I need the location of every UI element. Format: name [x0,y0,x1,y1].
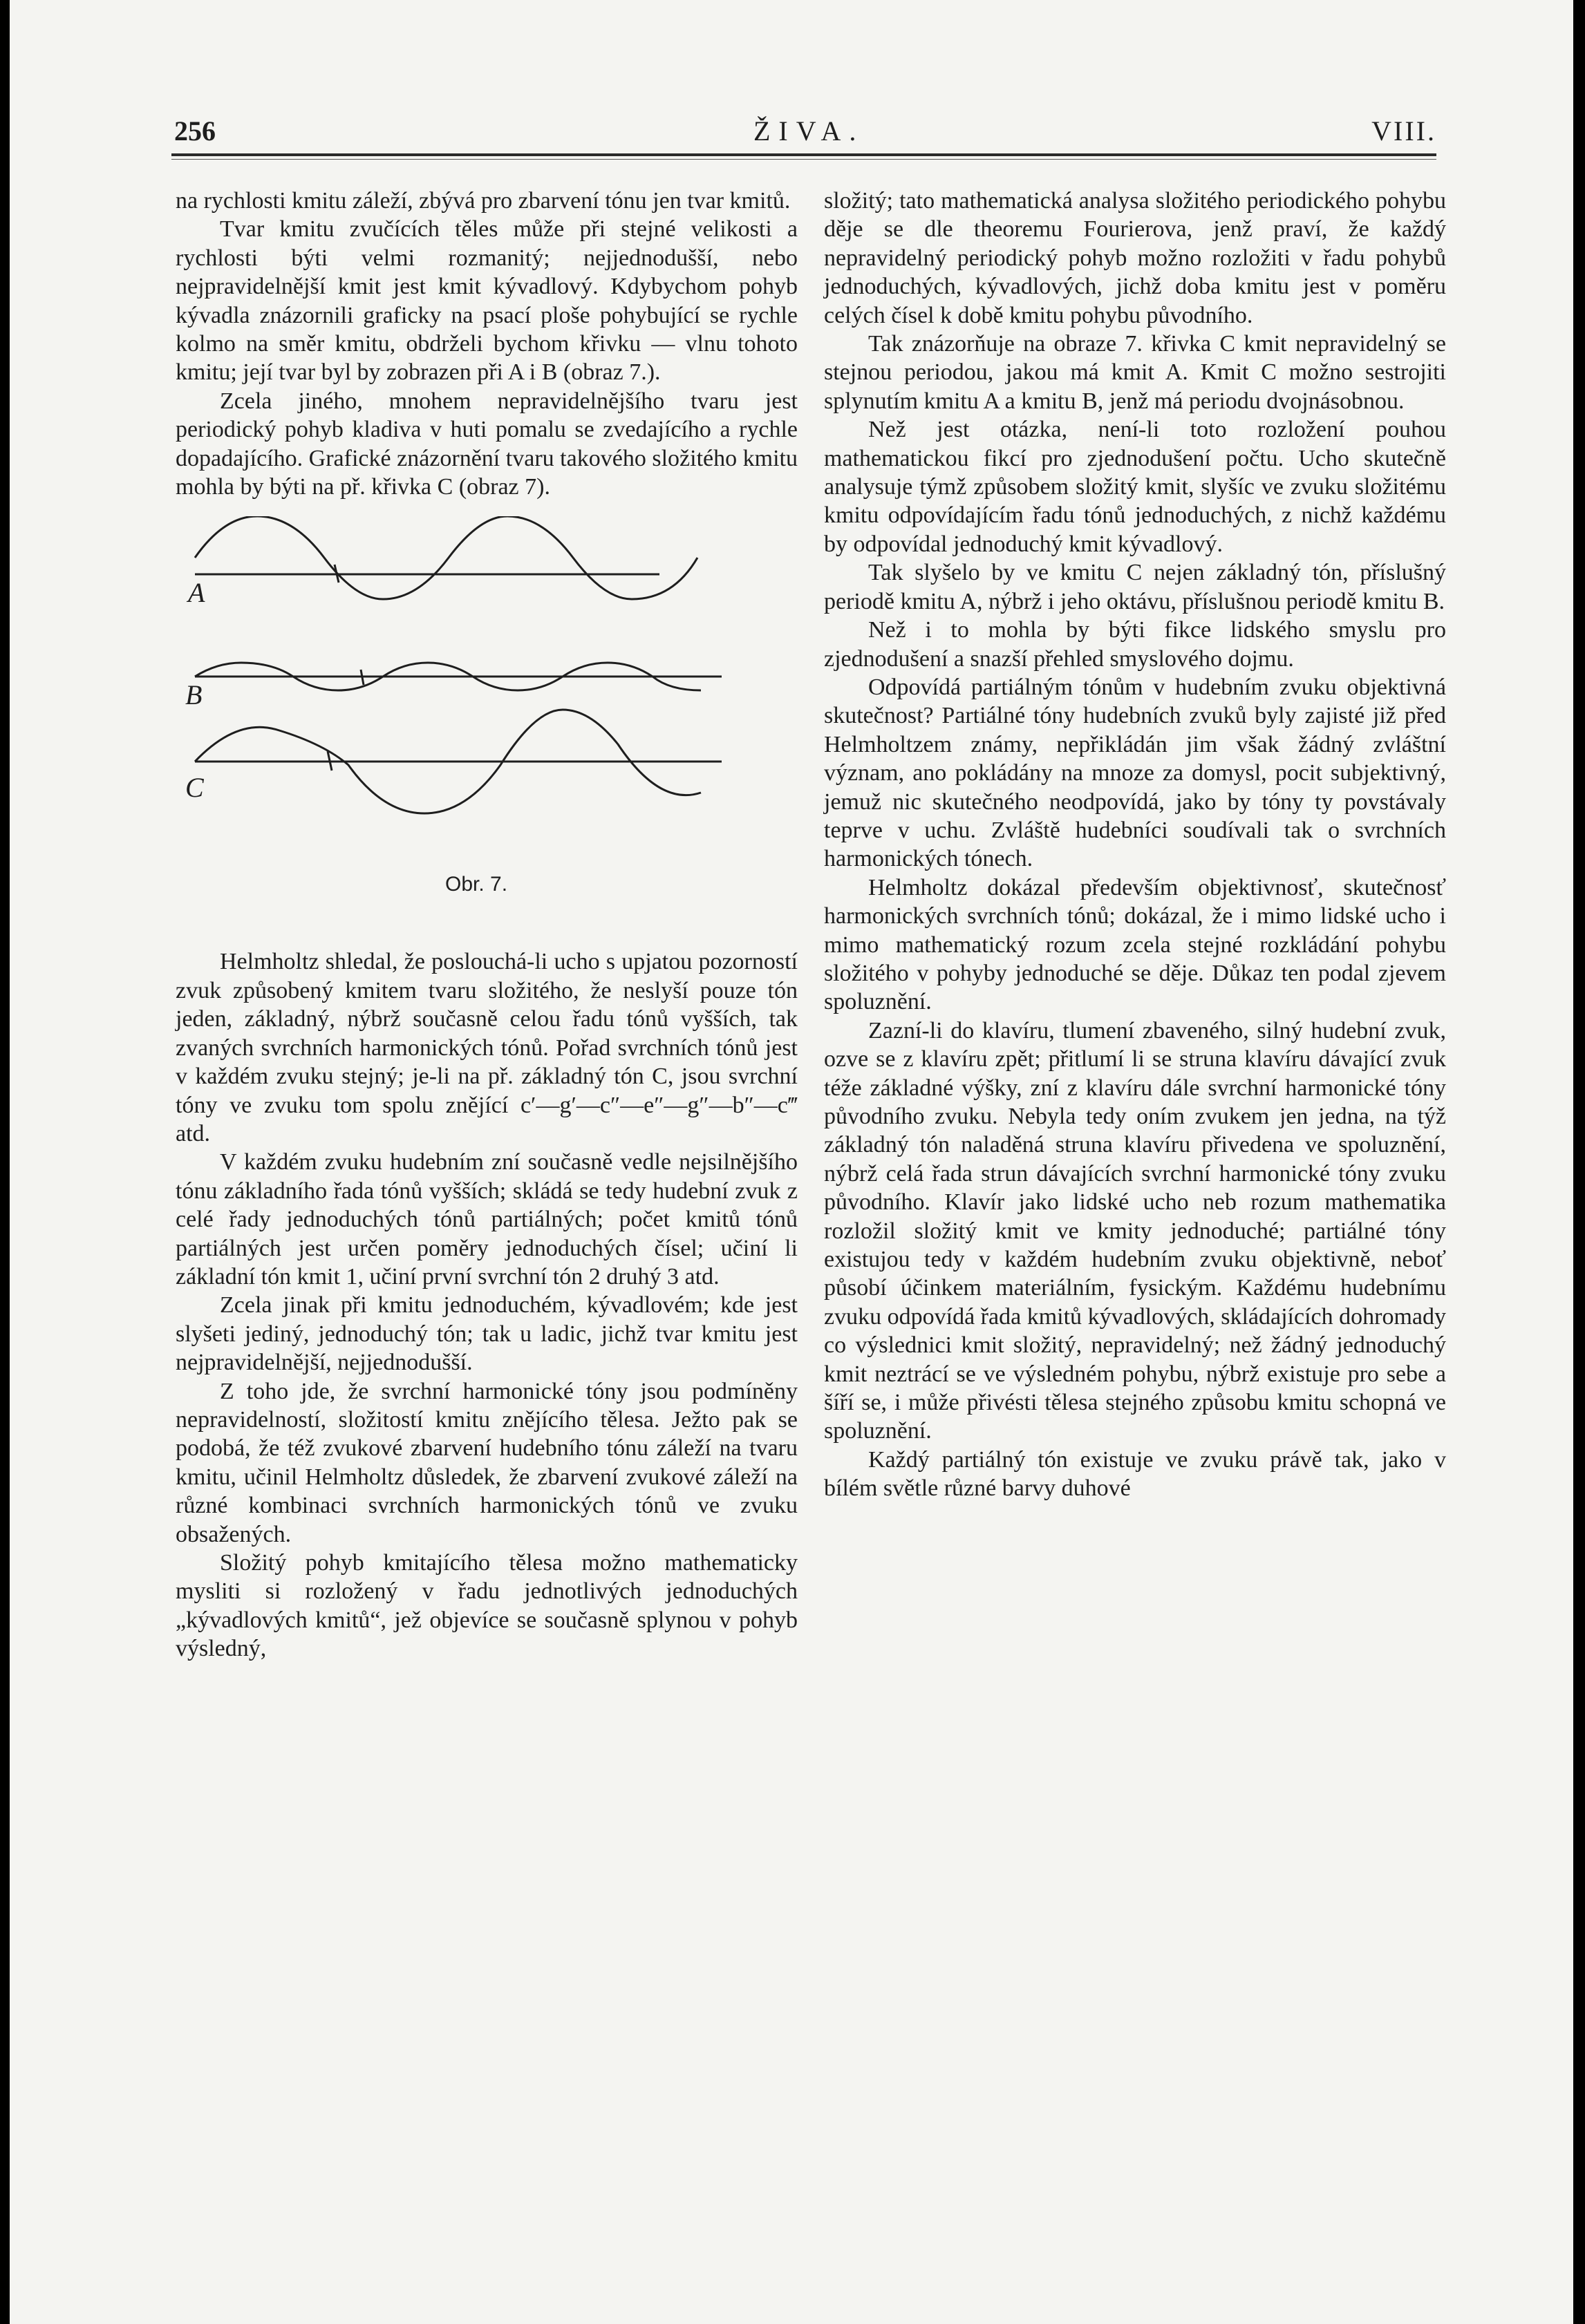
curve-label-c: C [185,772,204,804]
paragraph: Než jest otázka, není-li toto rozložení pouhou mathematickou fikcí pro zjednodušení počtu. Ucho skutečně analysuje týmž způsobem složitý kmit, slyšíc ve zvuku složitému kmitu odpovídajícím řadu tónů jednoduchých, z nichž každému by odpovídal jednoduchý kmit kývadlový. [824,417,1446,557]
paragraph: Každý partiálný tón existuje ve zvuku právě tak, jako v bílém světle různé barvy duhové [824,1446,1446,1502]
paragraph: Zcela jiného, mnohem nepravidelnějšího tvaru jest periodický pohyb kladiva v huti pomalu se zvedajícího a rychle dopadajícího. Grafické znázornění tvaru takového složitého kmitu mohla by býti na př. křivka C (obraz 7). [176,388,798,500]
paragraph: složitý; tato mathematická analysa složitého periodického pohybu děje se dle theoremu Fourierova, jenž praví, že každý nepravidelný periodický pohyb možno rozložiti v řadu pohybů jednoduchých, kývadlových, jichž doba kmitu jest v poměru celých čísel k době kmitu pohybu původního. [824,188,1446,328]
paragraph: na rychlosti kmitu záleží, zbývá pro zbarvení tónu jen tvar kmitů. [176,188,791,214]
paragraph: V každém zvuku hudebním zní současně vedle nejsilnějšího tónu základního řada tónů vyšších; skládá se tedy hudební zvuk z celé řady jednoduchých tónů partiálných; počet kmitů tónů partiálných jest určen poměry jednoduchých čísel; učiní li základní tón kmit 1, učiní první svrchní tón 2 druhý 3 atd. [176,1149,798,1289]
paragraph: Helmholtz shledal, že poslouchá-li ucho s upjatou pozorností zvuk způsobený kmitem tvaru složitého, že neslyší pouze tón jeden, základný, nýbrž současně celou řadu tónů vyšších, tak zvaných svrchních harmonických tónů. Pořad svrchních tónů jest v každém zvuku stejný; je-li na př. základný tón C, jsou svrchní tóny ve zvuku tom spolu znějící c′—g′—c″—e″—g″—b″—c‴ atd. [176,949,798,1146]
curve-a [195,516,697,599]
waveform-diagram [176,516,798,862]
figure-caption: Obr. 7. [445,873,508,896]
volume-number: VIII. [1371,115,1436,147]
paragraph: Než i to mohla by býti fikce lidského smyslu pro zjednodušení a snazší přehled smyslového dojmu. [824,617,1446,672]
curve-label-a: A [188,577,205,609]
paragraph: Odpovídá partiálným tónům v hudebním zvuku objektivná skutečnost? Partiálné tóny hudebních zvuků byly zajisté již před Helmholtzem známy, nepřikládán jim však žádný zvláštní význam, ano pokládány na mnoze za domysl, pocit subjektivný, jemuž nic skutečného neodpovídá, jako by tóny ty povstávaly teprve v uchu. Zvláště hudebníci soudívali tak o svrchních harmonických tónech. [824,674,1446,872]
page-number: 256 [174,115,216,147]
right-column [824,187,1446,1503]
paragraph: Z toho jde, že svrchní harmonické tóny jsou podmíněny nepravidelností, složitostí kmitu znějícího tělesa. Ježto pak se podobá, že též zvukové zbarvení hudebního tónu záleží na tvaru kmitu, učinil Helmholtz důsledek, že zbarvení zvukové záleží na různé kombinaci svrchních harmonických tónů ve zvuku obsažených. [176,1378,798,1547]
header-rule [171,153,1436,156]
journal-title: ŽIVA. [753,115,865,147]
paragraph: Zazní-li do klavíru, tlumení zbaveného, silný hudební zvuk, ozve se z klavíru zpět; přitlumí li se struna klavíru dávající zvuk téže základné výšky, zní z klavíru dále svrchní harmonické tóny původního zvuku. Nebyla tedy oním zvukem jen jedna, na týž základný tón naladěná struna klavíru přivedena ve spoluznění, nýbrž celá řada strun dávajících svrchní harmonické tóny zvuku původního. Klavír jako lidské ucho neb rozum mathematika rozložil složitý kmit ve kmity jednoduché; partiálné tóny existujou tedy v každém hudebním zvuku objektivně, neboť působí účinkem materiálním, fysickým. Každému hudebnímu zvuku odpovídá řada kmitů kývadlových, skládajících dohromady co výslednici kmit složitý, nepravidelný; než žádný jednoduchý kmit neztrácí se ve výsledném pohybu, nýbrž existuje pro sebe a šíří se, i může přivésti tělesa stejného způsobu kmitu schopná ve spoluznění. [824,1017,1446,1444]
paragraph: Tvar kmitu zvučících těles může při stejné velikosti a rychlosti býti velmi rozmanitý; nejjednodušší, nebo nejpravidelnější kmit jest kmit kývadlový. Kdybychom pohyb kývadla znázornili graficky na psací ploše pohybující se rychle kolmo na směr kmitu, obdrželi bychom křivku — vlnu tohoto kmitu; její tvar byl by zobrazen při A i B (obraz 7.). [176,216,798,386]
paragraph: Helmholtz dokázal především objektivnosť, skutečnosť harmonických svrchních tónů; dokázal, že i mimo lidské ucho i mimo mathematický rozum zcela stejné rozkládání pohybu složitého v pohyby jednoduché se děje. Důkaz ten podal zjevem spoluznění. [824,874,1446,1015]
page-header [159,109,1436,158]
paragraph: Zcela jinak při kmitu jednoduchém, kývadlovém; kde jest slyšeti jediný, jednoduchý tón; tak u ladic, jichž tvar kmitu jest nejpravidelnější, nejjednodušší. [176,1292,798,1376]
left-column [176,187,798,1663]
paragraph: Složitý pohyb kmitajícího tělesa možno mathematicky mysliti si rozložený v řadu jednotlivých jednoduchých „kývadlových kmitů“, jež objevíce se současně splynou v pohyb výsledný, [176,1550,798,1662]
curve-label-b: B [185,679,203,711]
figure-7 [176,516,798,924]
paragraph: Tak znázorňuje na obraze 7. křivka C kmit nepravidelný se stejnou periodou, jakou má kmit A. Kmit C možno sestrojiti splynutím kmitu A a kmitu B, jenž má periodu dvojnásobnou. [824,331,1446,414]
header-rule-thin [171,159,1436,160]
paragraph: Tak slyšelo by ve kmitu C nejen základný tón, příslušný periodě kmitu A, nýbrž i jeho oktávu, příslušnou periodě kmitu B. [824,560,1446,614]
